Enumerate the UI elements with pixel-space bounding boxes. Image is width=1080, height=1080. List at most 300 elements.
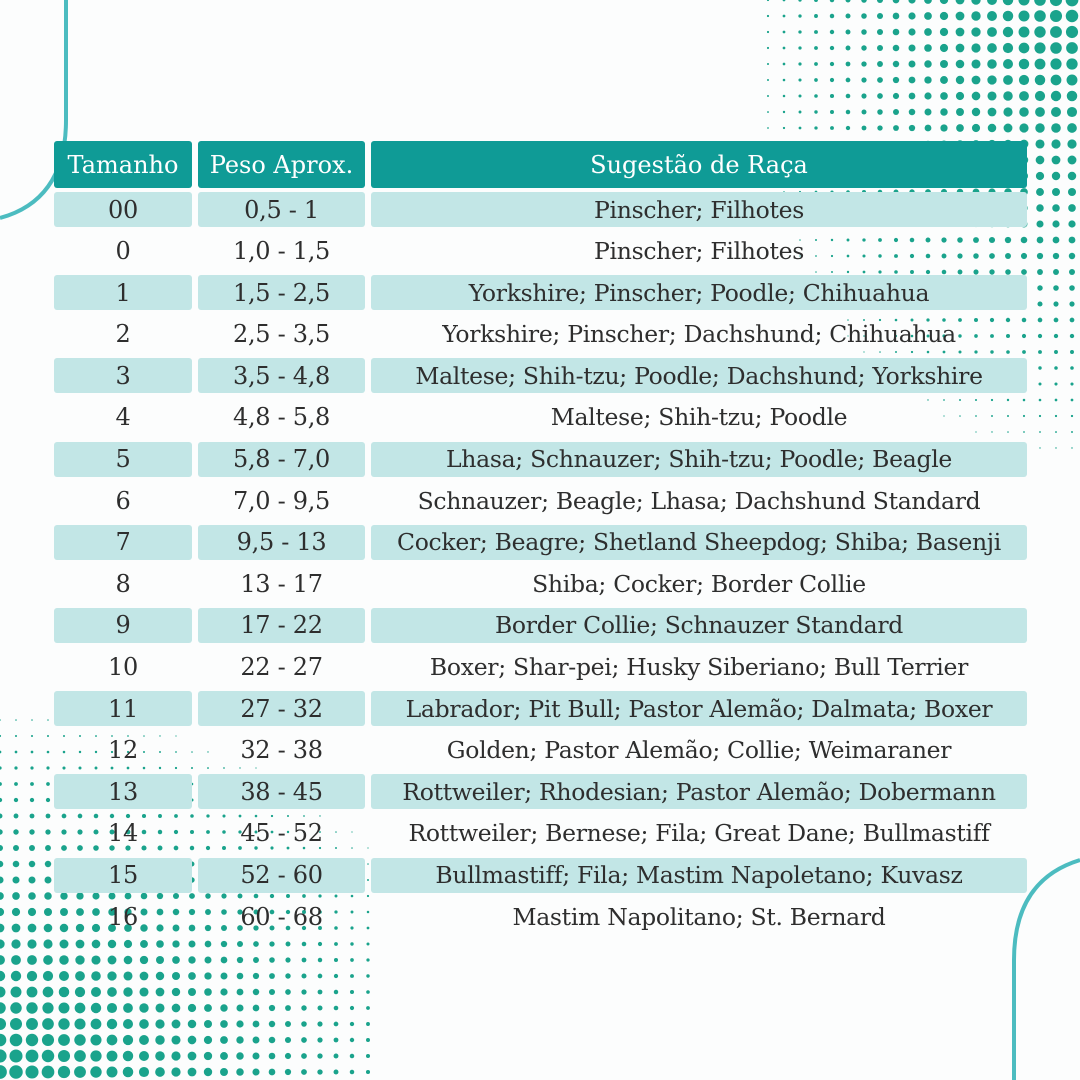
dot [59, 1003, 70, 1014]
dot [972, 108, 980, 116]
dot [285, 957, 290, 962]
dot [877, 93, 883, 99]
dot [987, 43, 997, 53]
dot [58, 1018, 69, 1029]
dot [253, 941, 259, 947]
dot [1055, 399, 1058, 402]
dot [1069, 237, 1076, 244]
dot [893, 93, 899, 99]
dot [172, 1020, 181, 1029]
dot [26, 1002, 37, 1013]
dot [318, 942, 322, 946]
dot [1035, 59, 1046, 70]
dot [893, 13, 900, 20]
dot [908, 12, 915, 19]
dot [76, 940, 85, 949]
table-row [54, 646, 1027, 688]
dot [767, 47, 769, 49]
dot [155, 1067, 165, 1077]
dot [956, 92, 964, 100]
dot [91, 1019, 102, 1030]
dot [908, 44, 915, 51]
dot [253, 973, 259, 979]
dot [908, 0, 915, 4]
dot [814, 46, 818, 50]
cell-peso: 0,5 - 1 [198, 192, 365, 227]
dot [27, 987, 38, 998]
dot [846, 62, 851, 67]
dot [334, 1038, 339, 1043]
dot [139, 1019, 149, 1029]
dot [893, 45, 900, 52]
dot [236, 1068, 244, 1076]
dog-size-table [54, 141, 1027, 937]
dot [252, 1068, 259, 1075]
dot [220, 1036, 228, 1044]
dot [1051, 75, 1062, 86]
dot [221, 973, 228, 980]
dot [767, 127, 769, 129]
dot [0, 971, 5, 981]
dot [11, 955, 21, 965]
dot [220, 1068, 228, 1076]
dot [30, 814, 35, 819]
dot [1037, 269, 1043, 275]
cell-raca: Yorkshire; Pinscher; Dachshund; Chihuahua [442, 320, 956, 349]
table-row [54, 770, 1027, 812]
dot [317, 1005, 322, 1010]
dot [0, 892, 4, 900]
dot [285, 973, 290, 978]
dot [10, 1002, 21, 1013]
cell-tamanho: 3 [54, 358, 192, 393]
dot [0, 814, 2, 819]
dot [1054, 366, 1058, 370]
dot [767, 31, 769, 33]
table-row [54, 854, 1027, 896]
dot [783, 95, 786, 98]
dot [269, 957, 275, 963]
dot [13, 861, 20, 868]
dot [156, 956, 164, 964]
dot [940, 12, 948, 20]
dot [956, 28, 965, 37]
dot [28, 924, 37, 933]
dot [237, 973, 244, 980]
dot [1019, 107, 1029, 117]
dot [171, 1035, 180, 1044]
cell-tamanho: 8 [115, 569, 131, 598]
dot [204, 988, 212, 996]
dot [846, 46, 851, 51]
dot [1070, 382, 1073, 385]
dot [1034, 26, 1045, 37]
cell-peso: 52 - 60 [198, 858, 365, 893]
dot [172, 1004, 181, 1013]
dot [909, 125, 915, 131]
dot [924, 28, 932, 36]
dot [1019, 123, 1028, 132]
cell-raca: Schnauzer; Beagle; Lhasa; Dachshund Standard [417, 486, 981, 515]
dot [1071, 431, 1073, 433]
dot [971, 27, 980, 36]
dot [1003, 75, 1013, 85]
dot [1039, 447, 1040, 448]
dot [285, 1005, 291, 1011]
dot [987, 27, 997, 37]
dot [956, 108, 964, 116]
dot [155, 1035, 164, 1044]
dot [317, 1053, 322, 1058]
dot [846, 14, 851, 19]
dot [107, 1003, 117, 1013]
dot [814, 126, 817, 129]
dot [988, 124, 997, 133]
dot [1037, 237, 1044, 244]
dot [123, 1003, 133, 1013]
cell-raca: Rottweiler; Rhodesian; Pastor Alemão; Dobermann [371, 774, 1027, 809]
dot [940, 76, 948, 84]
dot [92, 940, 101, 949]
dot [814, 110, 817, 113]
dot [1037, 253, 1043, 259]
cell-raca: Cocker; Beagre; Shetland Sheepdog; Shiba; Basenji [371, 525, 1027, 560]
dot [924, 92, 931, 99]
dot [46, 766, 49, 769]
dot [956, 12, 965, 21]
dot [1050, 26, 1062, 38]
header-peso: Peso Aprox. [198, 141, 365, 188]
dot [1036, 156, 1045, 165]
dot [91, 1003, 101, 1013]
dot [940, 28, 948, 36]
dot [221, 957, 228, 964]
dot [0, 987, 5, 998]
dot [987, 11, 997, 21]
dot [334, 942, 338, 946]
dot [909, 61, 916, 68]
cell-raca: Bullmastiff; Fila; Mastim Napoletano; Kuvasz [371, 858, 1027, 893]
dot [350, 990, 354, 994]
dot [25, 1065, 38, 1078]
dot [0, 1018, 6, 1030]
dot [107, 1035, 118, 1046]
dot [1035, 107, 1045, 117]
cell-tamanho: 9 [54, 608, 192, 643]
dot [925, 125, 932, 132]
dot [204, 972, 211, 979]
dot [1036, 172, 1044, 180]
dot [1036, 204, 1043, 211]
dot [26, 1034, 38, 1046]
dot [171, 1067, 180, 1076]
cell-tamanho: 10 [108, 653, 138, 682]
dot [366, 942, 369, 945]
dot [155, 1019, 164, 1028]
dot [799, 127, 802, 130]
dot [1037, 301, 1042, 306]
dot [0, 845, 3, 851]
dot [237, 941, 243, 947]
dot [172, 988, 180, 996]
dot [798, 94, 801, 97]
dot [783, 15, 786, 18]
dot [350, 1022, 354, 1026]
dot [366, 1038, 370, 1042]
dot [798, 30, 801, 33]
dot [908, 28, 915, 35]
dot [156, 972, 164, 980]
dot [15, 719, 17, 721]
header-sugestao: Sugestão de Raça [371, 141, 1027, 188]
dot [924, 0, 932, 4]
dot [269, 1069, 276, 1076]
dot [956, 0, 965, 4]
dot [188, 1004, 196, 1012]
table-row [54, 812, 1027, 854]
dot [830, 126, 834, 130]
dot [1054, 382, 1057, 385]
dot [1055, 447, 1056, 448]
dot [204, 1004, 212, 1012]
dot [1055, 415, 1057, 417]
dot [156, 940, 164, 948]
dot [59, 971, 69, 981]
dot [924, 76, 931, 83]
dot [188, 1036, 197, 1045]
dot [318, 990, 323, 995]
dot [30, 766, 33, 769]
dot [75, 987, 85, 997]
dot [987, 75, 996, 84]
cell-tamanho: 13 [54, 774, 192, 809]
dot [334, 1070, 339, 1075]
dot [220, 1020, 228, 1028]
dot [30, 798, 34, 802]
dot [28, 908, 36, 916]
dot [1052, 220, 1059, 227]
dot [286, 942, 291, 947]
dot [27, 971, 37, 981]
dot [253, 1021, 260, 1028]
cell-peso: 5,8 - 7,0 [198, 442, 365, 477]
dot [47, 751, 50, 754]
dot [830, 30, 834, 34]
dot [893, 29, 900, 36]
dot [107, 1051, 118, 1062]
dot [1068, 156, 1077, 165]
dot [269, 1021, 275, 1027]
dot [11, 939, 20, 948]
dot [253, 1037, 260, 1044]
dot [1039, 431, 1041, 433]
cell-peso: 2,5 - 3,5 [232, 320, 330, 349]
dot [861, 45, 866, 50]
dot [334, 1054, 339, 1059]
dot [14, 798, 18, 802]
dot [301, 1037, 307, 1043]
dot [909, 77, 916, 84]
dot [334, 1006, 339, 1011]
dot [940, 92, 948, 100]
dot [1066, 0, 1079, 6]
dot [830, 78, 834, 82]
dot [956, 76, 964, 84]
dot [285, 989, 291, 995]
dot [1038, 350, 1042, 354]
dot [28, 892, 36, 900]
table-row [54, 521, 1027, 563]
dot [285, 1021, 291, 1027]
dot [91, 987, 101, 997]
dot [924, 12, 932, 20]
dot [877, 125, 882, 130]
dot [12, 908, 20, 916]
dot [783, 0, 786, 1]
dot [12, 892, 20, 900]
dot [1067, 91, 1078, 102]
table-row [54, 230, 1027, 272]
dot [783, 31, 786, 34]
dot [0, 782, 2, 786]
cell-raca: Mastim Napolitano; St. Bernard [512, 902, 886, 931]
dot [0, 829, 3, 834]
dot [91, 955, 100, 964]
dot [1038, 366, 1041, 369]
dot [139, 1003, 148, 1012]
dot [188, 940, 195, 947]
dot [318, 958, 322, 962]
dot [0, 876, 4, 883]
dot [43, 987, 54, 998]
dot [123, 1019, 133, 1029]
dot [15, 751, 18, 754]
cell-peso: 60 - 68 [240, 902, 323, 931]
dot [909, 109, 916, 116]
dot [1054, 350, 1058, 354]
dot [1069, 301, 1074, 306]
dot [1071, 399, 1074, 402]
dot [862, 126, 867, 131]
cell-raca: Maltese; Shih-tzu; Poodle; Dachshund; Yorkshire [371, 358, 1027, 393]
dot [334, 990, 338, 994]
dot [1067, 139, 1076, 148]
dot [301, 1005, 306, 1010]
dot [1051, 107, 1061, 117]
dot [205, 941, 212, 948]
cell-tamanho: 11 [54, 691, 192, 726]
dot [1034, 10, 1046, 22]
cell-tamanho: 00 [54, 192, 192, 227]
dot [861, 29, 867, 35]
dot [90, 1050, 101, 1061]
cell-tamanho: 5 [54, 442, 192, 477]
dot [29, 829, 34, 834]
dot [45, 829, 50, 834]
dot [140, 972, 149, 981]
dot [350, 942, 353, 945]
dot [1039, 399, 1042, 402]
cell-peso: 17 - 22 [198, 608, 365, 643]
cell-tamanho: 16 [108, 902, 138, 931]
cell-raca: Lhasa; Schnauzer; Shih-tzu; Poodle; Beagle [371, 442, 1027, 477]
dot [285, 1069, 291, 1075]
dot [799, 111, 802, 114]
dot [107, 987, 117, 997]
dot [0, 1002, 6, 1014]
dot [204, 1052, 212, 1060]
dot [302, 942, 307, 947]
dot [1070, 366, 1074, 370]
cell-tamanho: 4 [115, 403, 131, 432]
dot [988, 108, 997, 117]
dot [971, 59, 980, 68]
table-row [54, 271, 1027, 313]
dot [940, 44, 948, 52]
cell-peso: 45 - 52 [240, 819, 323, 848]
dot [46, 798, 50, 802]
dot [798, 46, 801, 49]
dot [877, 61, 883, 67]
dot [861, 0, 867, 3]
cell-peso: 4,8 - 5,8 [232, 403, 330, 432]
dot [1054, 334, 1058, 338]
dot [14, 782, 18, 786]
cell-tamanho: 14 [108, 819, 138, 848]
dot [1004, 124, 1013, 133]
dot [909, 93, 916, 100]
cell-peso: 32 - 38 [240, 736, 323, 765]
dot [350, 1054, 354, 1058]
dot [221, 941, 227, 947]
dot [814, 30, 818, 34]
dot [1003, 11, 1013, 21]
dot [29, 845, 35, 851]
dot [26, 1018, 38, 1030]
dot [253, 957, 259, 963]
dot [814, 94, 818, 98]
dot [318, 974, 323, 979]
dot [156, 988, 165, 997]
dot [1053, 301, 1058, 306]
dot [13, 829, 18, 834]
dot [1038, 334, 1042, 338]
dot [814, 14, 818, 18]
dot [1067, 123, 1077, 133]
dot [987, 91, 996, 100]
dot [90, 1066, 101, 1077]
dot [1037, 285, 1042, 290]
dot [108, 940, 116, 948]
dot [1068, 188, 1076, 196]
dot [31, 719, 33, 721]
dot [301, 1021, 307, 1027]
dot [1067, 75, 1078, 86]
dot [139, 1051, 149, 1061]
dot [1018, 10, 1029, 21]
dot [0, 955, 5, 965]
dot [204, 956, 211, 963]
dot [846, 78, 851, 83]
dot [46, 814, 51, 819]
dot [44, 908, 52, 916]
dot [940, 0, 948, 4]
dot [253, 989, 259, 995]
dot [366, 1022, 370, 1026]
dot [798, 62, 801, 65]
dot [269, 1037, 276, 1044]
dot [1018, 0, 1029, 6]
